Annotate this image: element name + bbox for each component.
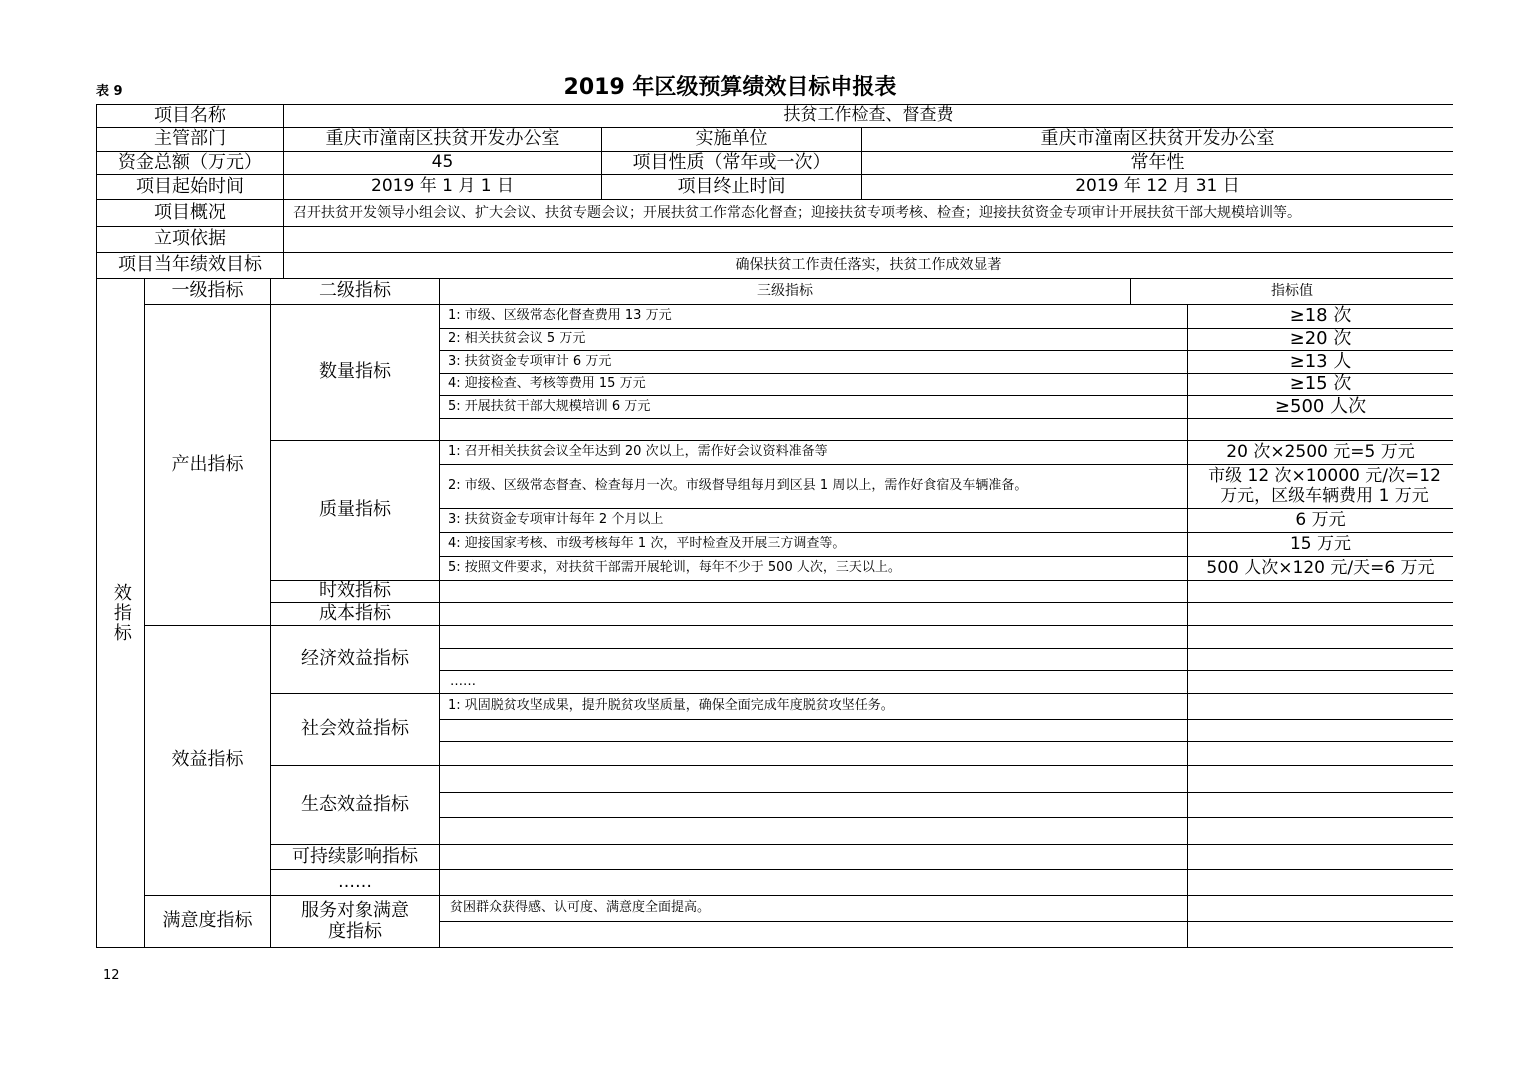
funds-label: 资金总额（万元） xyxy=(118,151,262,173)
cost-label: 成本指标 xyxy=(319,602,391,624)
side-label: 效指标 xyxy=(110,583,132,643)
dept-label: 主管部门 xyxy=(154,128,226,150)
goal-value: 确保扶贫工作责任落实，扶贫工作成效显著 xyxy=(735,257,1002,274)
benefit-label: 效益指标 xyxy=(171,749,244,771)
goal-label: 项目当年绩效目标 xyxy=(118,254,262,276)
basis-label: 立项依据 xyxy=(154,228,226,250)
nature-value: 常年性 xyxy=(1130,151,1185,173)
quantity-value-4: ≥15 次 xyxy=(1289,373,1352,395)
col-level1: 一级指标 xyxy=(171,280,244,302)
quantity-value-3: ≥13 人 xyxy=(1289,350,1352,372)
output-label: 产出指标 xyxy=(171,453,244,475)
col-level3: 三级指标 xyxy=(757,283,813,300)
economic-more: …… xyxy=(450,673,476,689)
economic-label: 经济效益指标 xyxy=(301,648,409,670)
quantity-label: 数量指标 xyxy=(319,361,391,383)
quality-label: 质量指标 xyxy=(319,499,391,521)
overview-label: 项目概况 xyxy=(154,201,226,223)
timeliness-label: 时效指标 xyxy=(319,580,391,602)
nature-label: 项目性质（常年或一次） xyxy=(632,151,831,173)
start-value: 2019 年 1 月 1 日 xyxy=(371,176,514,197)
quantity-text-1: 1: 市级、区级常态化督查费用 13 万元 xyxy=(448,308,672,324)
project-name-label: 项目名称 xyxy=(154,104,226,126)
quality-value-5: 500 人次×120 元/天=6 万元 xyxy=(1206,557,1435,578)
quality-text-2: 2: 市级、区级常态督查、检查每月一次。市级督导组每月到区县 1 周以上，需作好食宿及车辆准备。 xyxy=(448,478,1028,494)
quality-text-1: 1: 召开相关扶贫会议全年达到 20 次以上，需作好会议资料准备等 xyxy=(448,444,828,460)
quality-value-1: 20 次×2500 元=5 万元 xyxy=(1226,441,1415,462)
service-text-1: 贫困群众获得感、认可度、满意度全面提高。 xyxy=(450,900,711,916)
quantity-value-5: ≥500 人次 xyxy=(1274,395,1367,417)
quality-text-4: 4: 迎接国家考核、市级考核每年 1 次，平时检查及开展三方调查等。 xyxy=(448,536,846,552)
quantity-text-5: 5: 开展扶贫干部大规模培训 6 万元 xyxy=(448,398,651,414)
quality-text-5: 5: 按照文件要求，对扶贫干部需开展轮训，每年不少于 500 人次，三天以上。 xyxy=(448,560,901,576)
document-title: 2019 年区级预算绩效目标申报表 xyxy=(563,75,897,100)
impl-label: 实施单位 xyxy=(695,128,768,150)
quantity-text-2: 2: 相关扶贫会议 5 万元 xyxy=(448,331,586,347)
dept-value: 重庆市潼南区扶贫开发办公室 xyxy=(325,128,560,150)
page-number: 12 xyxy=(103,968,120,983)
col-level2: 二级指标 xyxy=(319,280,391,302)
social-label: 社会效益指标 xyxy=(301,718,409,740)
start-label: 项目起始时间 xyxy=(136,175,244,197)
quantity-text-4: 4: 迎接检查、考核等费用 15 万元 xyxy=(448,376,646,392)
sustain-label: 可持续影响指标 xyxy=(292,845,418,867)
basis-value xyxy=(284,227,1453,252)
social-text-1: 1: 巩固脱贫攻坚成果，提升脱贫攻坚质量，确保全面完成年度脱贫攻坚任务。 xyxy=(448,698,894,714)
quantity-text-3: 3: 扶贫资金专项审计 6 万元 xyxy=(448,353,612,369)
table-number: 表 9 xyxy=(96,84,123,99)
end-value: 2019 年 12 月 31 日 xyxy=(1075,176,1240,197)
quality-value-2: 市级 12 次×10000 元/次=12 万元，区级车辆费用 1 万元 xyxy=(1208,465,1441,506)
quality-value-3: 6 万元 xyxy=(1295,509,1346,530)
funds-value: 45 xyxy=(431,152,454,173)
more-label: …… xyxy=(338,871,372,892)
end-label: 项目终止时间 xyxy=(677,175,786,197)
quality-value-4: 15 万元 xyxy=(1289,533,1352,554)
quantity-value-1: ≥18 次 xyxy=(1289,305,1352,327)
col-value: 指标值 xyxy=(1271,283,1313,300)
impl-value: 重庆市潼南区扶贫开发办公室 xyxy=(1040,128,1275,150)
eco-label: 生态效益指标 xyxy=(301,793,409,815)
quality-text-3: 3: 扶贫资金专项审计每年 2 个月以上 xyxy=(448,512,664,528)
satisfaction-label: 满意度指标 xyxy=(162,910,253,932)
project-name-value: 扶贫工作检查、督查费 xyxy=(783,105,954,126)
quantity-value-2: ≥20 次 xyxy=(1289,328,1352,350)
service-label: 服务对象满意度指标 xyxy=(301,899,409,942)
overview-value: 召开扶贫开发领导小组会议、扩大会议、扶贫专题会议；开展扶贫工作常态化督查；迎接扶贫专项考核、检查；迎接扶贫资金专项审计开展扶贫干部大规模培训等。 xyxy=(293,204,1301,221)
